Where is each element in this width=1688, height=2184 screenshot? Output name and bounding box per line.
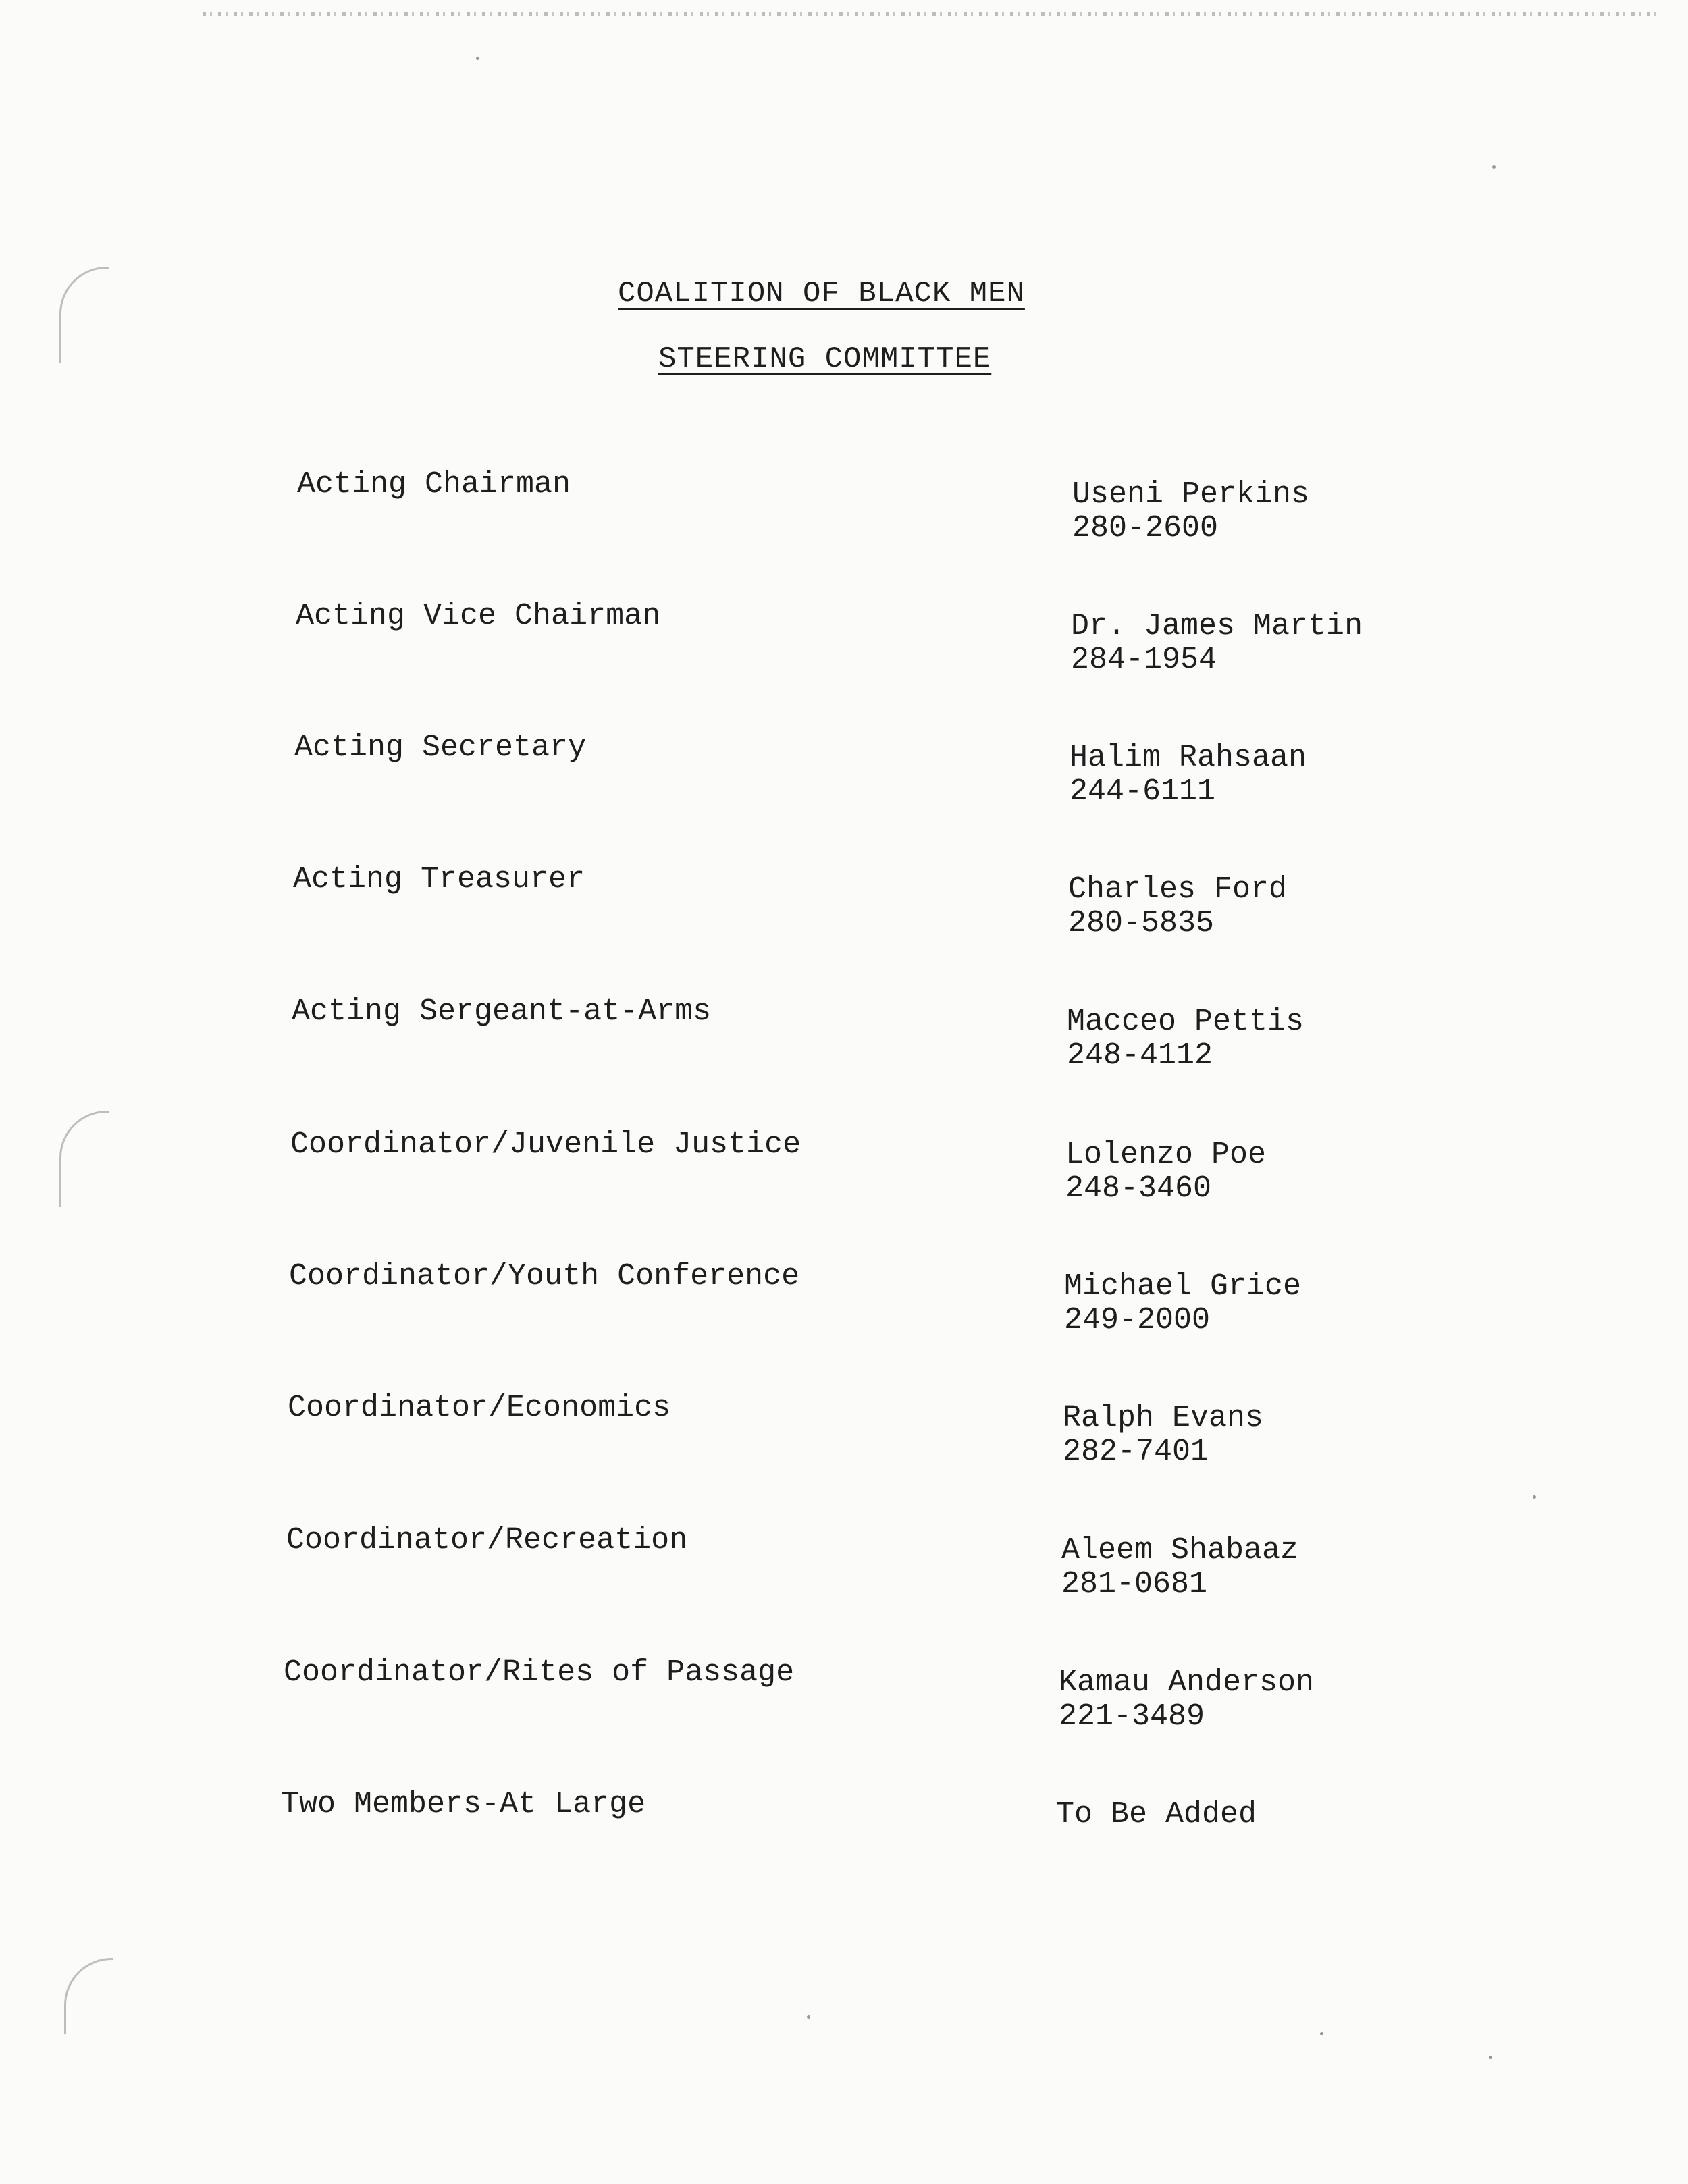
- member-name: Halim Rahsaan: [1070, 741, 1307, 775]
- role-coordinator-recreation: Coordinator/Recreation: [286, 1523, 688, 1557]
- member-phone: 280-5835: [1068, 906, 1215, 940]
- role-acting-treasurer: Acting Treasurer: [293, 862, 585, 897]
- member-name: Charles Ford: [1068, 872, 1288, 907]
- member-name: Dr. James Martin: [1071, 609, 1363, 643]
- role-acting-secretary: Acting Secretary: [294, 730, 587, 765]
- member-name: Michael Grice: [1064, 1269, 1302, 1304]
- member-phone: 282-7401: [1063, 1435, 1209, 1469]
- scan-speck: [1492, 165, 1496, 169]
- member-name: Lolenzo Poe: [1065, 1138, 1267, 1172]
- member-name: Aleem Shabaaz: [1061, 1533, 1299, 1568]
- member-phone: 244-6111: [1070, 774, 1216, 809]
- role-acting-sergeant-at-arms: Acting Sergeant-at-Arms: [292, 994, 712, 1029]
- member-phone: 249-2000: [1064, 1303, 1211, 1337]
- binder-hole-mark: [64, 1958, 113, 2034]
- member-name: Useni Perkins: [1072, 477, 1310, 512]
- member-name: Macceo Pettis: [1067, 1005, 1304, 1039]
- scan-speck: [1533, 1495, 1536, 1499]
- member-name: To Be Added: [1056, 1797, 1257, 1832]
- scan-speck: [1489, 2056, 1492, 2059]
- scan-speck: [476, 57, 479, 60]
- member-name: Ralph Evans: [1063, 1401, 1264, 1435]
- scan-artifact-line: [203, 12, 1661, 16]
- member-phone: 281-0681: [1061, 1567, 1208, 1601]
- role-two-members-at-large: Two Members-At Large: [281, 1787, 646, 1821]
- document-title: COALITION OF BLACK MEN: [618, 277, 1025, 311]
- role-coordinator-economics: Coordinator/Economics: [288, 1391, 671, 1425]
- role-acting-vice-chairman: Acting Vice Chairman: [296, 599, 661, 633]
- member-phone: 248-3460: [1065, 1171, 1212, 1206]
- scan-speck: [807, 2015, 810, 2019]
- member-phone: 248-4112: [1067, 1038, 1213, 1073]
- role-coordinator-youth-conference: Coordinator/Youth Conference: [289, 1259, 800, 1294]
- document-subtitle: STEERING COMMITTEE: [658, 342, 992, 376]
- binder-hole-mark: [59, 267, 109, 363]
- member-phone: 280-2600: [1072, 511, 1219, 545]
- role-coordinator-juvenile-justice: Coordinator/Juvenile Justice: [290, 1127, 801, 1162]
- role-coordinator-rites-of-passage: Coordinator/Rites of Passage: [284, 1655, 795, 1690]
- binder-hole-mark: [59, 1111, 109, 1207]
- member-name: Kamau Anderson: [1059, 1666, 1315, 1700]
- member-phone: 221-3489: [1059, 1699, 1205, 1734]
- member-phone: 284-1954: [1071, 643, 1217, 677]
- role-acting-chairman: Acting Chairman: [297, 467, 571, 502]
- scan-speck: [1320, 2032, 1323, 2035]
